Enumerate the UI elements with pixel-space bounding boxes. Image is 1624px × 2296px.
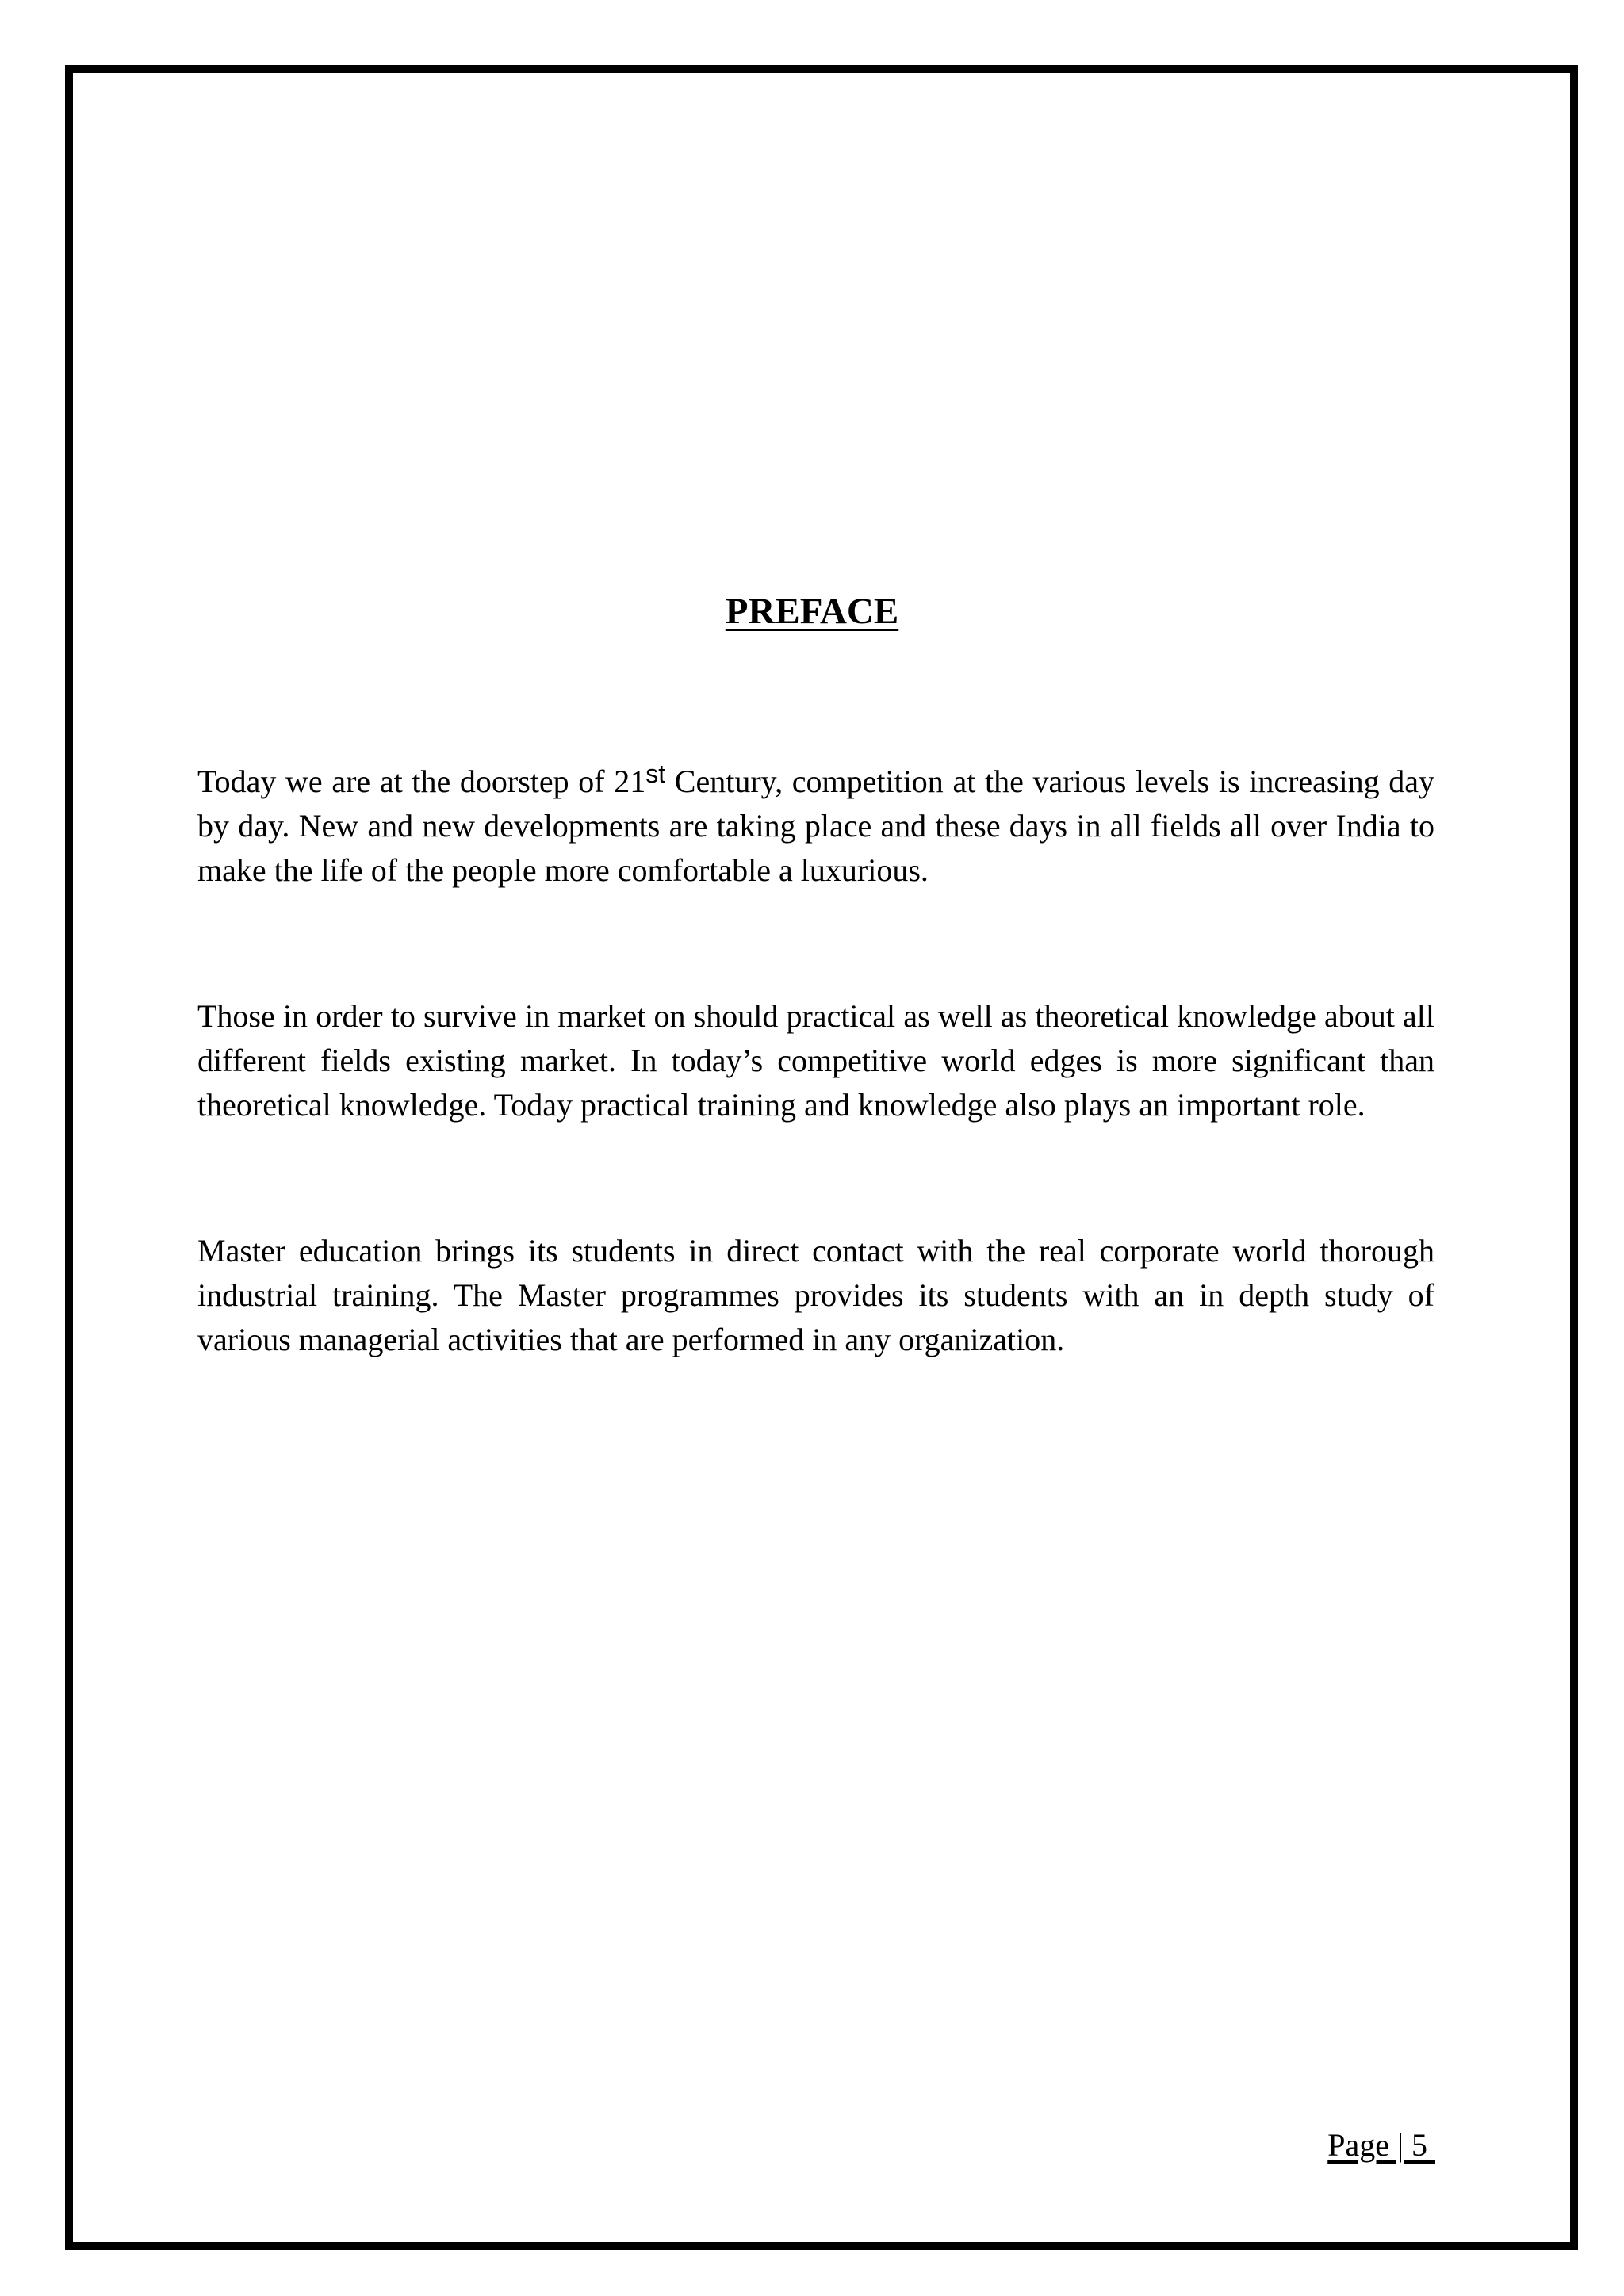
paragraph-intro [197, 760, 1434, 893]
paragraph-intro-text-start: Today we are at the doorstep of 21 [197, 763, 646, 799]
page-border [65, 65, 1578, 2250]
ordinal-superscript: st [645, 760, 666, 788]
paragraph-master-education: Master education brings its students in direct contact with the real corporate world thorough industrial training. The Master programmes provides its students with an in depth study of various managerial activities that are performed in any organization. [197, 1233, 1434, 1357]
paragraph-survival: Those in order to survive in market on should practical as well as theoretical knowledge about all different fields existing market. In today’s competitive world edges is more significant than theoretical knowledge. Today practical training and knowledge also plays an important role. [197, 998, 1434, 1123]
page-title: PREFACE [725, 591, 899, 632]
paragraph-intro-text-end: Century, competition at the various levels is increasing day by day. New and new developments are taking place and these days in all fields all over India to make the life of the people more comfortable a luxurious. [197, 763, 1434, 888]
page-number: Page | 5 [1327, 2127, 1435, 2163]
